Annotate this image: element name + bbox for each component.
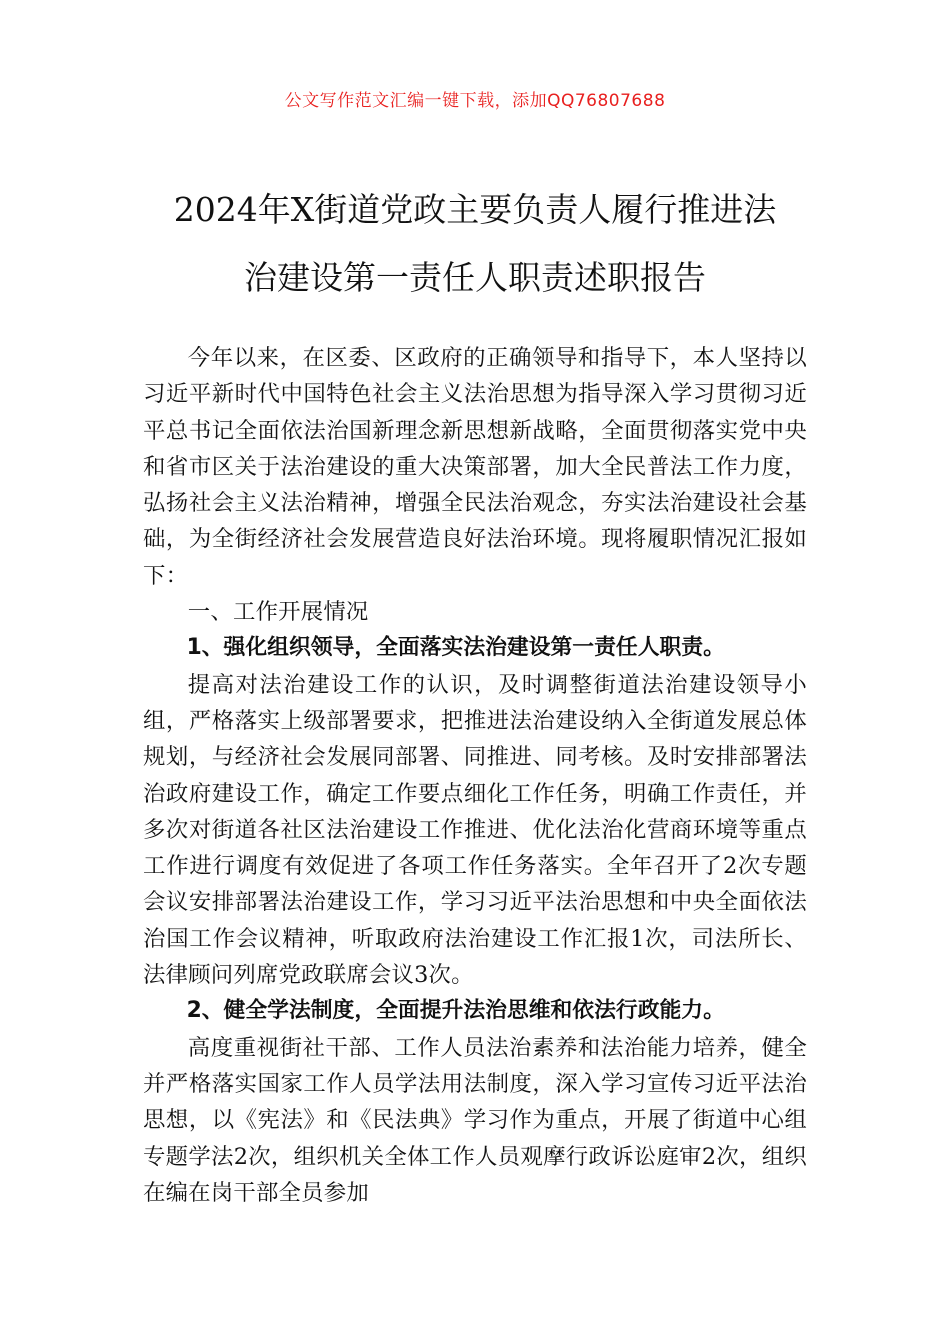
document-body: [143, 340, 807, 1211]
subsection-heading-1: 1、强化组织领导，全面落实法治建设第一责任人职责。: [186, 635, 725, 661]
body-paragraph-1: 提高对法治建设工作的认识，及时调整街道法治建设领导小组，严格落实上级部署要求，把推进法治建设纳入全街道发展总体规划，与经济社会发展同部署、同推进、同考核。及时安排部署法治政府建设工作，确定工作要点细化工作任务，明确工作责任，并多次对街道各社区法治建设工作推进、优化法治化营商环境等重点工作进行调度有效促进了各项工作任务落实。全年召开了2次专题会议安排部署法治建设工作，学习习近平法治思想和中央全面依法治国工作会议精神，听取政府法治建设工作汇报1次，司法所长、法律顾问列席党政联席会议3次。: [143, 671, 807, 989]
body-paragraph-2: 高度重视街社干部、工作人员法治素养和法治能力培养，健全并严格落实国家工作人员学法用法制度，深入学习宣传习近平法治思想，以《宪法》和《民法典》学习作为重点，开展了街道中心组专题学法2次，组织机关全体工作人员观摩行政诉讼庭审2次，组织在编在岗干部全员参加: [143, 1034, 807, 1206]
title-line-2: 治建设第一责任人职责述职报告: [244, 258, 706, 297]
document-title: [100, 176, 850, 312]
section-heading: 一、工作开展情况: [187, 599, 369, 626]
subsection-heading-2: 2、健全学法制度，全面提升法治思维和依法行政能力。: [186, 998, 725, 1024]
title-line-1: 2024年X街道党政主要负责人履行推进法: [173, 190, 777, 229]
intro-paragraph: 今年以来，在区委、区政府的正确领导和指导下，本人坚持以习近平新时代中国特色社会主义法治思想为指导深入学习贯彻习近平总书记全面依法治国新理念新思想新战略，全面贯彻落实党中央和省市区关于法治建设的重大决策部署，加大全民普法工作力度，弘扬社会主义法治精神，增强全民法治观念，夯实法治建设社会基础，为全街经济社会发展营造良好法治环境。现将履职情况汇报如下：: [143, 345, 807, 589]
header-note: 公文写作范文汇编一键下载，添加QQ76807688: [284, 91, 666, 111]
